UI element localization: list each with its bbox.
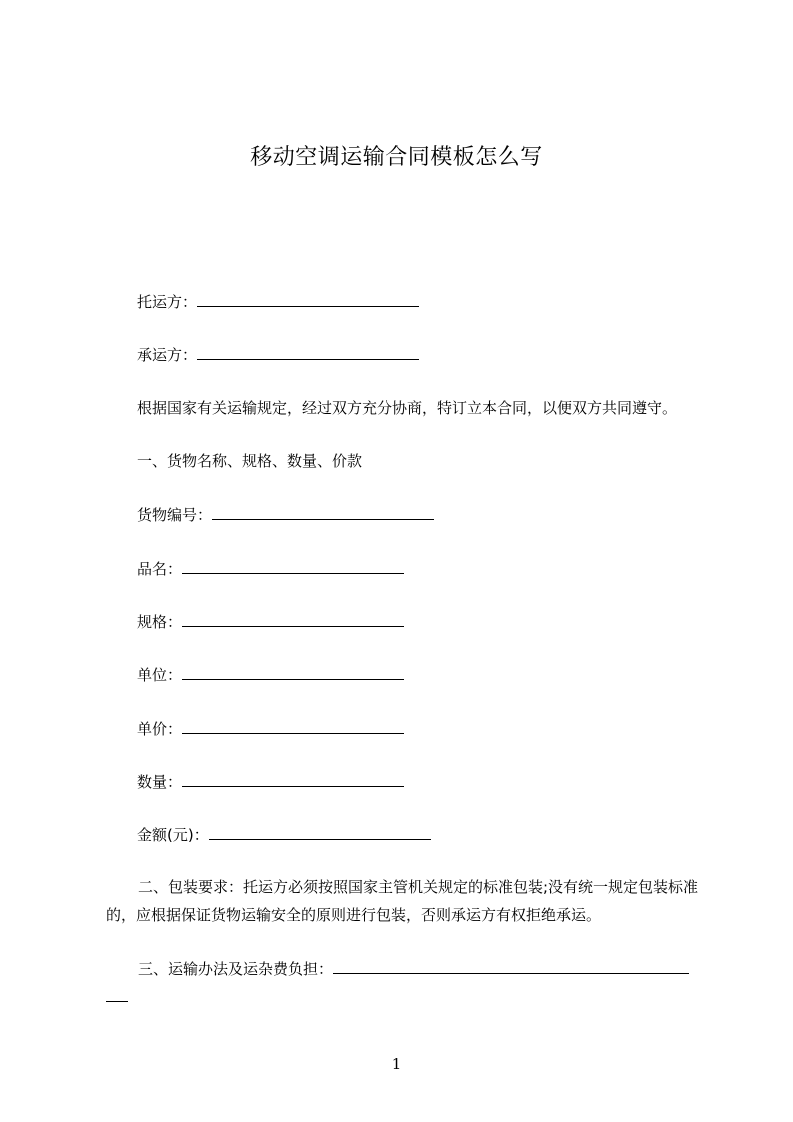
carrier-field xyxy=(137,344,419,365)
unit-field xyxy=(137,664,404,685)
section1-heading: 一、货物名称、规格、数量、价款 xyxy=(137,452,363,470)
product-name-field xyxy=(137,558,404,579)
section2-text: 二、包装要求：托运方必须按照国家主管机关规定的标准包装;没有统一规定包装标准的，应根据保证货物运输安全的原则进行包装，否则承运方有权拒绝承运。 xyxy=(106,878,699,924)
intro-text: 根据国家有关运输规定，经过双方充分协商，特订立本合同，以便双方共同遵守。 xyxy=(137,399,678,417)
spec-blank[interactable] xyxy=(182,611,404,627)
section2-paragraph xyxy=(106,873,716,929)
consignor-label: 托运方： xyxy=(137,293,198,311)
consignor-field xyxy=(137,291,419,312)
amount-label: 金额(元)： xyxy=(137,826,209,844)
product-name-blank[interactable] xyxy=(182,558,404,574)
cargo-no-field xyxy=(137,504,434,525)
unit-blank[interactable] xyxy=(182,664,404,680)
product-name-label: 品名： xyxy=(137,560,183,578)
carrier-blank[interactable] xyxy=(197,344,419,360)
section3-label: 三、运输办法及运杂费负担： xyxy=(138,960,334,978)
unit-price-blank[interactable] xyxy=(182,718,404,734)
quantity-label: 数量： xyxy=(137,773,183,791)
document-title: 移动空调运输合同模板怎么写 xyxy=(250,145,543,170)
cargo-no-blank[interactable] xyxy=(212,504,434,520)
section3-blank[interactable] xyxy=(333,958,689,974)
quantity-field xyxy=(137,771,404,792)
consignor-blank[interactable] xyxy=(197,291,419,307)
unit-price-label: 单价： xyxy=(137,720,183,738)
unit-price-field xyxy=(137,718,404,739)
spec-label: 规格： xyxy=(137,613,183,631)
unit-label: 单位： xyxy=(137,666,183,684)
spec-field xyxy=(137,611,404,632)
quantity-blank[interactable] xyxy=(182,771,404,787)
cargo-no-label: 货物编号： xyxy=(137,506,213,524)
carrier-label: 承运方： xyxy=(137,346,198,364)
page-number: 1 xyxy=(391,1055,402,1073)
amount-blank[interactable] xyxy=(209,824,431,840)
amount-field xyxy=(137,824,431,845)
section3-paragraph xyxy=(106,955,716,1011)
section3-blank-continued[interactable] xyxy=(106,986,128,1002)
